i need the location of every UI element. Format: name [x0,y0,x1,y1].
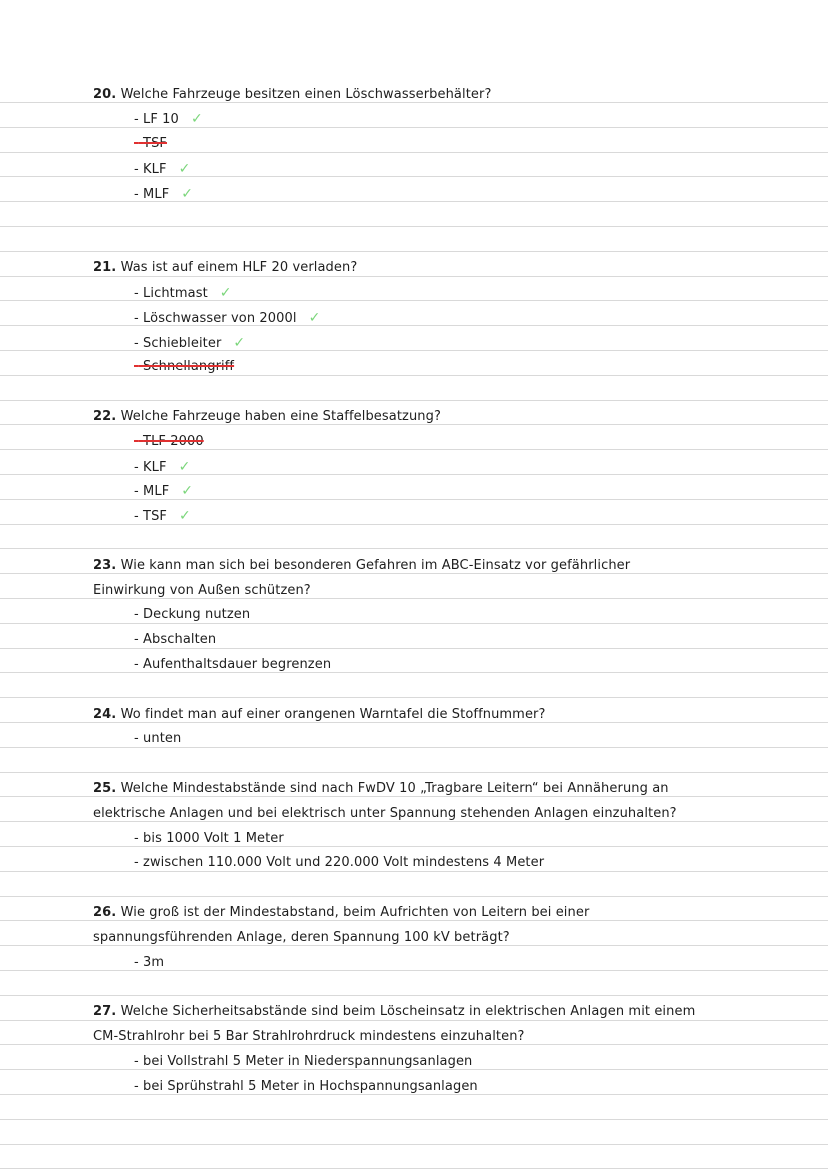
answer-text: Abschalten [143,632,217,648]
answer-dash: - [134,161,139,177]
question-text [93,556,630,576]
answer-dash: - [134,335,139,351]
answer-dash: - [134,731,139,747]
answer-text: 3m [143,954,165,970]
check-mark-icon: ✓ [219,284,232,301]
answer-item [134,953,164,973]
check-mark-icon: ✓ [233,334,246,351]
check-mark-icon: ✓ [181,185,194,202]
question-line: elektrische Anlagen und bei elektrisch unter Spannung stehenden Anlagen einzuhalten? [93,805,677,821]
answer-text: KLF [143,459,167,475]
answer-body [134,286,208,301]
question-number: 24. [93,706,117,722]
check-mark-icon: ✓ [190,111,203,128]
answer-dash: - [134,632,139,648]
question-line: Wo findet man auf einer orangenen Warntafel die Stoffnummer? [120,706,546,722]
answer-item [134,1077,478,1097]
answer-item [134,1052,472,1072]
answer-dash: - [134,285,139,301]
answer-text: TSF [143,136,168,152]
answer-body [134,955,164,970]
answer-body [134,162,167,177]
question-text [93,581,311,601]
answer-item [134,283,232,303]
answer-body [134,1054,472,1069]
answer-body [134,311,297,326]
answer-body [134,731,181,746]
answer-dash: - [134,310,139,326]
question-text [93,85,491,105]
answer-item [134,630,216,650]
answer-dash: - [134,136,139,152]
answer-text: Lichtmast [143,285,208,301]
answer-body [134,607,250,622]
answer-body [134,187,169,202]
question-line: Welche Fahrzeuge besitzen einen Löschwasserbehälter? [120,86,492,102]
check-mark-icon: ✓ [178,458,191,475]
answer-dash: - [134,186,139,202]
answer-item [134,308,320,328]
answer-item [134,853,544,873]
crossed-out-answer [134,434,204,449]
answer-text: Löschwasser von 2000l [143,310,297,326]
answer-text: bei Vollstrahl 5 Meter in Niederspannungsanlagen [143,1053,473,1069]
answer-text: bei Sprühstrahl 5 Meter in Hochspannungsanlagen [143,1078,478,1094]
question-line: Wie groß ist der Mindestabstand, beim Aufrichten von Leitern bei einer [120,904,590,920]
answer-dash: - [134,656,139,672]
answer-item [134,184,193,204]
answer-item [134,457,190,477]
answer-text: zwischen 110.000 Volt und 220.000 Volt mindestens 4 Meter [143,855,545,871]
question-text [93,779,669,799]
answer-body [134,509,167,524]
answer-item [134,605,250,625]
check-mark-icon: ✓ [181,483,194,500]
question-line: Welche Sicherheitsabstände sind beim Löscheinsatz in elektrischen Anlagen mit einem [120,1004,696,1020]
crossed-out-answer [134,136,167,151]
question-number: 25. [93,780,117,796]
answer-body [134,484,169,499]
answer-body [134,112,179,127]
question-line: Wie kann man sich bei besonderen Gefahren im ABC-Einsatz vor gefährlicher [120,557,631,573]
answer-item [134,432,204,452]
check-mark-icon: ✓ [178,160,191,177]
answer-text: MLF [143,484,170,500]
question-text [93,258,357,278]
answer-dash: - [134,112,139,128]
answer-text: bis 1000 Volt 1 Meter [143,830,284,846]
question-text [93,903,589,923]
answer-item [134,159,190,179]
answer-item [134,109,203,129]
question-line: Welche Fahrzeuge haben eine Staffelbesatzung? [120,408,442,424]
check-mark-icon: ✓ [179,508,191,525]
answer-text: Aufenthaltsdauer begrenzen [143,656,332,672]
answer-text: LF 10 [143,112,179,128]
answer-item [134,829,284,849]
answer-dash: - [134,855,139,871]
question-line: Einwirkung von Außen schützen? [93,582,311,598]
question-line: CM-Strahlrohr bei 5 Bar Strahlrohrdruck mindestens einzuhalten? [93,1028,525,1044]
answer-dash: - [134,433,139,449]
answer-text: Schiebleiter [143,335,222,351]
answer-body [134,632,216,647]
answer-dash: - [134,607,139,623]
answer-text: Schnellangriff [143,359,235,375]
answer-text: KLF [143,161,167,177]
answer-dash: - [134,509,139,525]
answer-dash: - [134,459,139,475]
question-text [93,1002,695,1022]
question-text [93,407,441,427]
question-line: Welche Mindestabstände sind nach FwDV 10 „Tragbare Leitern“ bei Annäherung an [120,780,669,796]
question-line: Was ist auf einem HLF 20 verladen? [120,260,358,276]
crossed-out-answer [134,359,234,374]
question-number: 21. [93,260,117,276]
question-text [93,928,510,948]
question-text [93,804,677,824]
answer-dash: - [134,830,139,846]
answer-body [134,1079,478,1094]
answer-item [134,333,245,353]
question-text [93,705,546,725]
answer-dash: - [134,1078,139,1094]
answer-text: MLF [143,186,170,202]
answer-item [134,655,331,675]
question-line: spannungsführenden Anlage, deren Spannung 100 kV beträgt? [93,929,510,945]
answer-text: TSF [143,509,168,525]
question-number: 27. [93,1004,117,1020]
answer-item [134,729,181,749]
answer-body [134,460,167,475]
question-number: 23. [93,557,117,573]
answer-dash: - [134,1053,139,1069]
answer-dash: - [134,484,139,500]
answer-text: TLF 2000 [143,433,204,449]
question-number: 26. [93,904,117,920]
question-number: 20. [93,86,117,102]
answer-dash: - [134,359,139,375]
answer-body [134,855,544,870]
answer-item [134,481,193,501]
answer-body [134,657,331,672]
answer-text: unten [143,731,182,747]
answer-item [134,357,234,377]
answer-body [134,831,284,846]
answer-dash: - [134,954,139,970]
check-mark-icon: ✓ [308,309,321,326]
question-text [93,1027,525,1047]
question-number: 22. [93,408,117,424]
answer-item [134,134,167,154]
answer-text: Deckung nutzen [143,607,251,623]
answer-item [134,506,191,526]
answer-body [134,336,221,351]
